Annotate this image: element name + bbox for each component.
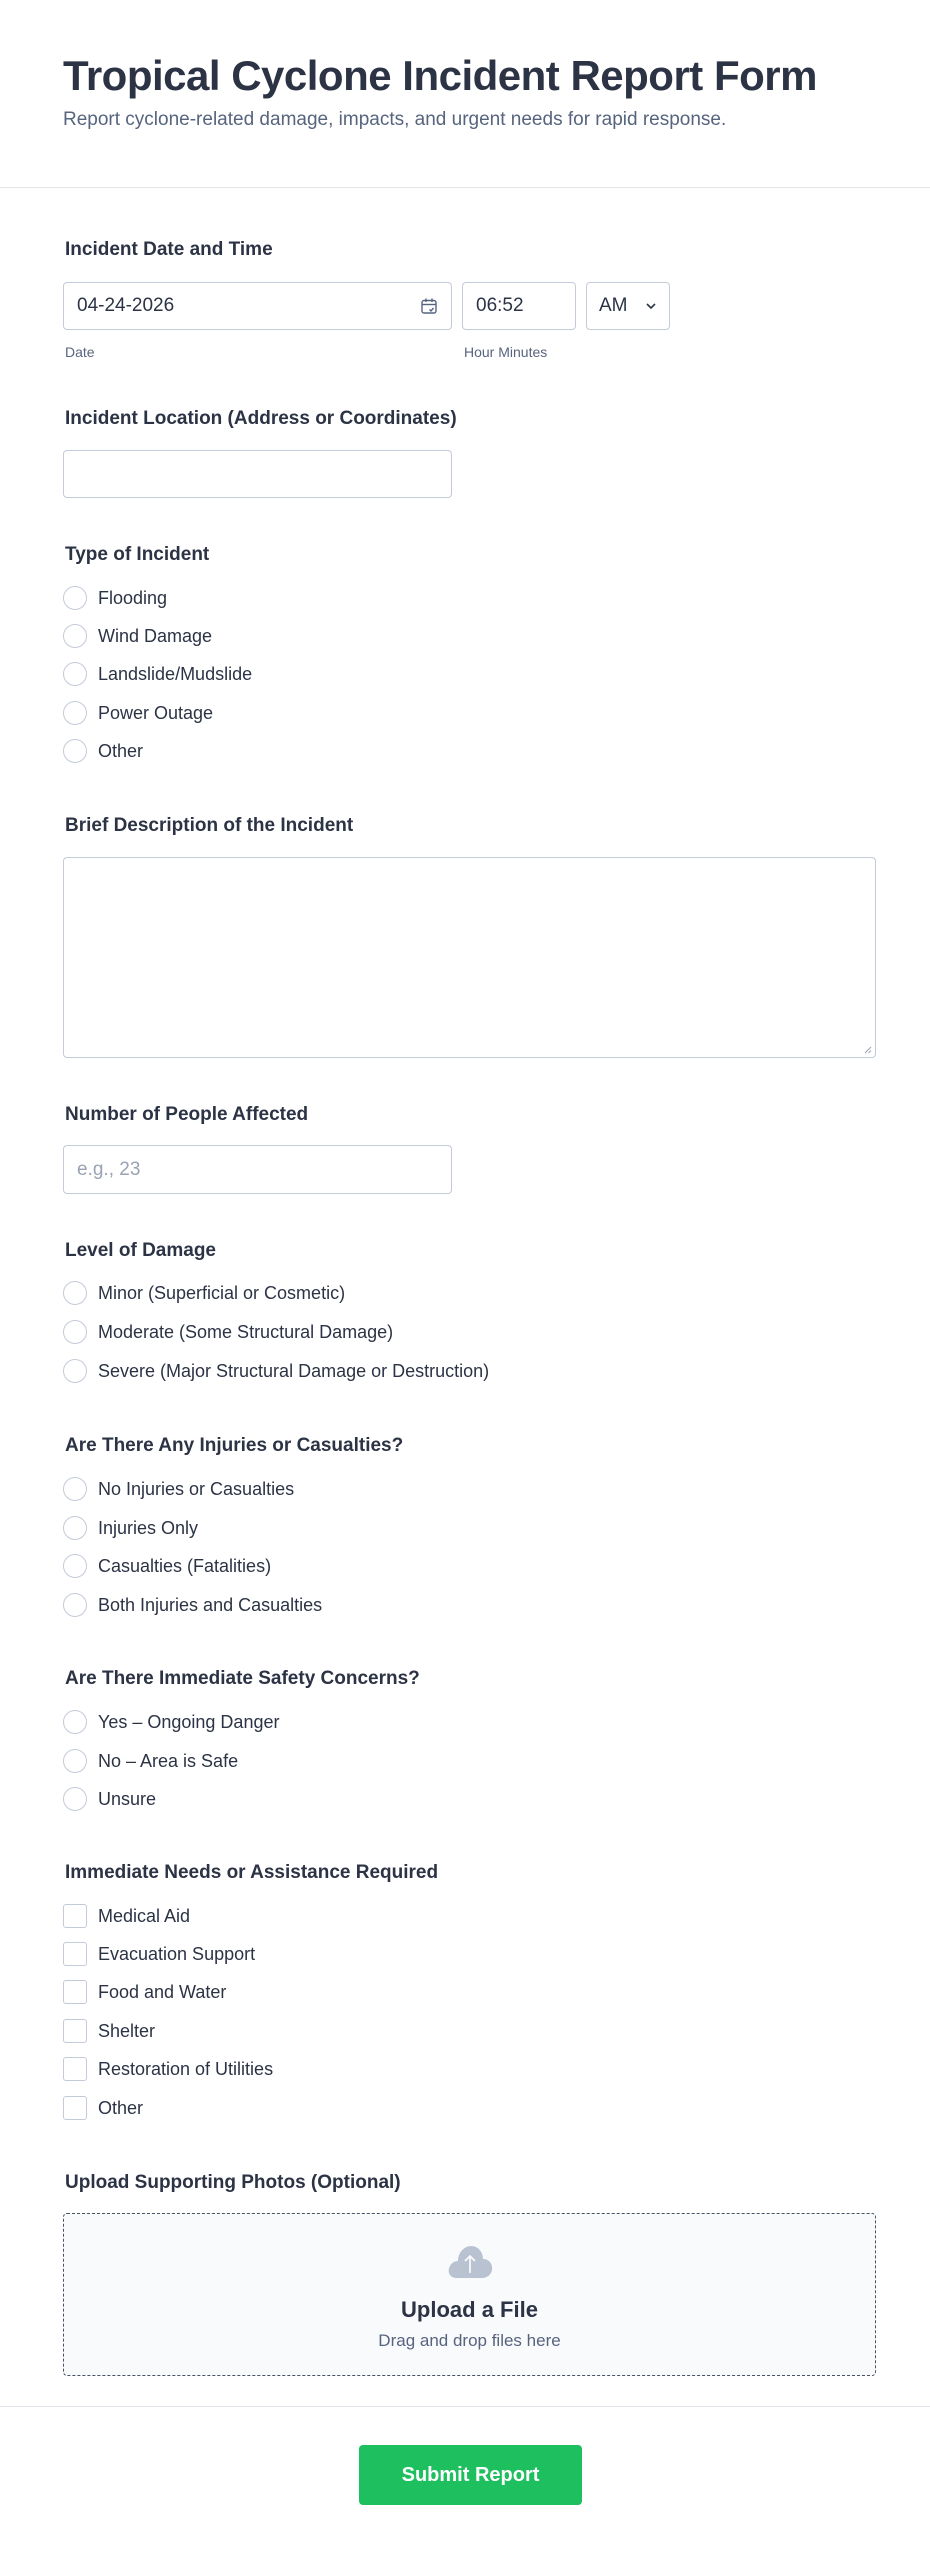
damage-level-label: Level of Damage <box>65 1240 216 1261</box>
radio-casualties[interactable]: Casualties (Fatalities) <box>63 1553 271 1579</box>
radio-circle[interactable] <box>63 1516 87 1540</box>
header-divider <box>0 187 930 188</box>
upload-subtitle: Drag and drop files here <box>378 2331 561 2350</box>
page-subtitle: Report cyclone-related damage, impacts, and urgent needs for rapid response. <box>63 109 727 130</box>
location-label: Incident Location (Address or Coordinates) <box>65 408 457 429</box>
checkbox-medical-aid[interactable]: Medical Aid <box>63 1903 190 1929</box>
radio-damage-minor[interactable]: Minor (Superficial or Cosmetic) <box>63 1280 345 1306</box>
radio-safety-no[interactable]: No – Area is Safe <box>63 1748 238 1774</box>
radio-landslide[interactable]: Landslide/Mudslide <box>63 661 252 687</box>
submit-report-button[interactable]: Submit Report <box>359 2445 582 2505</box>
radio-safety-yes[interactable]: Yes – Ongoing Danger <box>63 1709 279 1735</box>
radio-circle[interactable] <box>63 739 87 763</box>
checkbox-other-need[interactable]: Other <box>63 2095 143 2121</box>
upload-dropzone[interactable] <box>63 2213 876 2376</box>
radio-wind-damage[interactable]: Wind Damage <box>63 623 212 649</box>
checkbox-evacuation-support[interactable]: Evacuation Support <box>63 1941 255 1967</box>
calendar-icon[interactable] <box>420 297 438 315</box>
checkbox-box[interactable] <box>63 1980 87 2004</box>
date-input[interactable] <box>63 282 452 330</box>
radio-flooding[interactable]: Flooding <box>63 585 167 611</box>
radio-circle[interactable] <box>63 624 87 648</box>
safety-label: Are There Immediate Safety Concerns? <box>65 1668 420 1689</box>
location-input[interactable] <box>63 450 452 498</box>
checkbox-utilities[interactable]: Restoration of Utilities <box>63 2056 273 2082</box>
incident-type-label: Type of Incident <box>65 544 210 565</box>
people-affected-input[interactable] <box>63 1145 452 1194</box>
radio-circle[interactable] <box>63 662 87 686</box>
checkbox-box[interactable] <box>63 2057 87 2081</box>
upload-title: Upload a File <box>401 2297 538 2322</box>
needs-label: Immediate Needs or Assistance Required <box>65 1862 439 1883</box>
page-title: Tropical Cyclone Incident Report Form <box>63 52 817 99</box>
description-textarea[interactable] <box>63 857 876 1058</box>
date-value: 04-24-2026 <box>77 295 175 316</box>
time-sublabel: Hour Minutes <box>464 344 548 360</box>
radio-circle[interactable] <box>63 1710 87 1734</box>
upload-label: Upload Supporting Photos (Optional) <box>65 2172 401 2193</box>
time-value: 06:52 <box>476 295 524 316</box>
footer-divider <box>0 2406 930 2407</box>
time-input[interactable] <box>462 282 576 330</box>
checkbox-box[interactable] <box>63 2019 87 2043</box>
date-sublabel: Date <box>65 344 95 360</box>
radio-other-type[interactable]: Other <box>63 738 143 764</box>
checkbox-shelter[interactable]: Shelter <box>63 2018 155 2044</box>
people-affected-label: Number of People Affected <box>65 1104 309 1125</box>
radio-both-injuries-casualties[interactable]: Both Injuries and Casualties <box>63 1592 322 1618</box>
cloud-upload-icon <box>445 2244 495 2280</box>
checkbox-food-water[interactable]: Food and Water <box>63 1979 226 2005</box>
radio-power-outage[interactable]: Power Outage <box>63 700 213 726</box>
ampm-value: AM <box>599 295 628 316</box>
radio-circle[interactable] <box>63 1477 87 1501</box>
chevron-down-icon <box>645 302 657 310</box>
radio-circle[interactable] <box>63 701 87 725</box>
injuries-label: Are There Any Injuries or Casualties? <box>65 1435 404 1456</box>
radio-circle[interactable] <box>63 1593 87 1617</box>
radio-circle[interactable] <box>63 1749 87 1773</box>
radio-injuries-only[interactable]: Injuries Only <box>63 1515 198 1541</box>
checkbox-box[interactable] <box>63 2096 87 2120</box>
radio-damage-moderate[interactable]: Moderate (Some Structural Damage) <box>63 1319 393 1345</box>
description-label: Brief Description of the Incident <box>65 815 354 836</box>
radio-circle[interactable] <box>63 1787 87 1811</box>
radio-circle[interactable] <box>63 1359 87 1383</box>
resize-handle-icon[interactable] <box>864 1046 872 1054</box>
radio-safety-unsure[interactable]: Unsure <box>63 1786 156 1812</box>
checkbox-box[interactable] <box>63 1942 87 1966</box>
radio-no-injuries[interactable]: No Injuries or Casualties <box>63 1476 294 1502</box>
ampm-select[interactable] <box>586 282 670 330</box>
datetime-label: Incident Date and Time <box>65 239 273 260</box>
checkbox-box[interactable] <box>63 1904 87 1928</box>
people-affected-placeholder: e.g., 23 <box>77 1158 141 1180</box>
radio-circle[interactable] <box>63 586 87 610</box>
radio-circle[interactable] <box>63 1320 87 1344</box>
radio-circle[interactable] <box>63 1554 87 1578</box>
radio-circle[interactable] <box>63 1281 87 1305</box>
radio-damage-severe[interactable]: Severe (Major Structural Damage or Destruction) <box>63 1358 489 1384</box>
